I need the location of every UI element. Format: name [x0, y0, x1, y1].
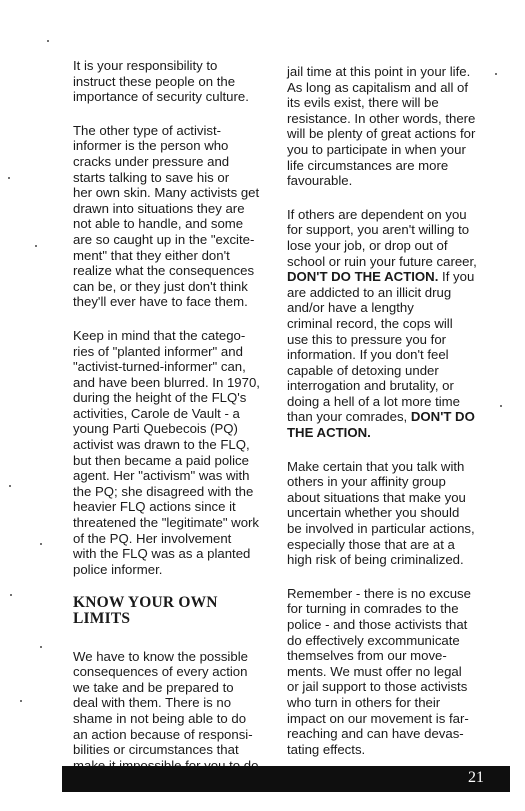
right-paragraph-2	[287, 207, 509, 441]
scan-speck	[8, 177, 10, 179]
scan-speck	[495, 73, 497, 75]
scan-speck	[47, 40, 49, 42]
right-paragraph-2-text-a: If others are dependent on you for support, you aren't willing to lose your job, or drop out of school or ruin your future career,	[287, 206, 477, 269]
left-paragraph-2: The other type of activist- informer is the person who cracks under pressure and starts talking to save his or her own skin. Many activists get drawn into situations they are not able to handle, and some are so caught up in the "excite- ment" that they either don't realize what the consequences can be, or they just don't think they'll ever have to face them.	[73, 122, 260, 310]
scan-speck	[10, 594, 12, 596]
right-paragraph-3: Make certain that you talk with others in your affinity group about situations that make you uncertain whether you should be involved in particular actions, especially those that are at a high risk of being criminalized.	[287, 458, 475, 568]
left-column	[73, 58, 271, 791]
scan-speck	[35, 245, 37, 247]
scan-speck	[40, 543, 42, 545]
scan-speck	[20, 700, 22, 702]
scan-speck	[40, 646, 42, 648]
right-paragraph-4: Remember - there is no excuse for turning in comrades to the police - and those activists that do effectively excommunicate themselves from our move- ments. We must offer no legal or jail support to those activists who turn in others for their impact on our movement is far- reaching and can have devas- tating effects.	[287, 585, 471, 757]
left-paragraph-3: Keep in mind that the catego- ries of "planted informer" and "activist-turned-informer" can, and have been blurred. In 1970, during the height of the FLQ's activities, Carole de Vault - a young Parti Quebecois (PQ) activist was drawn to the FLQ, but then became a paid police agent. Her "activism" was with the PQ; she disagreed with the heavier FLQ actions since it threatened the "legitimate" work of the PQ. Her involvement with the FLQ was as a planted police informer.	[73, 327, 260, 577]
right-paragraph-2-text-c: If you are addicted to an illicit drug and/or have a lengthy criminal record, the cops will use this to pressure you for information. If you don't feel capable of detoxing under interrogation and brutality, or doing a hell of a lot more time than your comrades,	[287, 269, 475, 425]
left-paragraph-1: It is your responsibility to instruct these people on the importance of security culture.	[73, 58, 249, 105]
scan-speck	[9, 485, 11, 487]
right-paragraph-1: jail time at this point in your life. As long as capitalism and all of its evils exist, there will be resistance. In other words, there will be plenty of great actions for you to participate in when your life circumstances are more favourable.	[287, 64, 476, 189]
section-heading: KNOW YOUR OWN LIMITS	[73, 594, 218, 627]
scan-speck	[500, 405, 502, 407]
dont-do-the-action-emphasis-1: DON'T DO THE ACTION.	[287, 269, 439, 285]
page-number: 21	[468, 769, 484, 786]
left-paragraph-4: We have to know the possible consequences of every action we take and be prepared to deal with them. There is no shame in not being able to do an action because of responsi- bilities or circumstances that	[73, 648, 253, 758]
right-column	[287, 64, 509, 775]
dont-do-the-action-emphasis-2: DON'T DO THE ACTION.	[287, 409, 475, 441]
footer-bar	[62, 766, 510, 792]
